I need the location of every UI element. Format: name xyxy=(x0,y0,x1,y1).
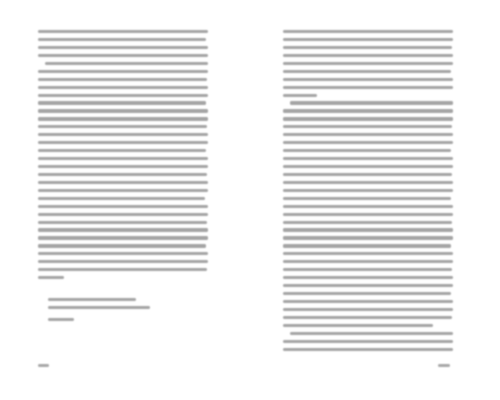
text-line xyxy=(283,228,453,231)
signature-line xyxy=(48,318,74,321)
text-line xyxy=(283,173,452,176)
text-line xyxy=(283,221,452,224)
text-line xyxy=(38,236,208,239)
text-line xyxy=(38,30,208,33)
text-line xyxy=(283,213,453,216)
text-line xyxy=(38,189,208,192)
text-line xyxy=(283,300,453,303)
text-line xyxy=(38,181,208,184)
text-line xyxy=(283,181,453,184)
right-page xyxy=(283,30,453,375)
text-line xyxy=(38,205,208,208)
text-line xyxy=(283,236,453,239)
text-line xyxy=(38,157,208,160)
text-line xyxy=(283,109,453,112)
text-line xyxy=(38,78,207,81)
text-line xyxy=(283,348,453,351)
text-line xyxy=(283,340,453,343)
closing-line xyxy=(48,298,136,301)
text-line xyxy=(38,260,208,263)
text-line xyxy=(38,86,208,89)
text-line xyxy=(38,141,208,144)
text-line xyxy=(283,86,453,89)
text-line xyxy=(38,117,208,120)
text-line xyxy=(38,244,206,247)
text-line xyxy=(283,94,317,97)
text-line xyxy=(38,133,208,136)
text-line xyxy=(283,157,453,160)
closing-block xyxy=(48,298,158,326)
text-line xyxy=(283,284,453,287)
text-line xyxy=(283,165,453,168)
text-line xyxy=(283,38,453,41)
text-line xyxy=(283,308,453,311)
text-line xyxy=(38,46,208,49)
page-number-right xyxy=(438,364,450,367)
text-line xyxy=(38,213,208,216)
text-line xyxy=(283,268,452,271)
right-page-body-text xyxy=(283,30,453,355)
text-line xyxy=(283,252,453,255)
text-line xyxy=(38,149,206,152)
text-line xyxy=(283,197,451,200)
text-line xyxy=(283,189,453,192)
left-page xyxy=(38,30,208,375)
text-line xyxy=(38,101,206,104)
text-line xyxy=(38,38,206,41)
text-line xyxy=(38,228,208,231)
text-line xyxy=(283,260,453,263)
text-line xyxy=(283,70,451,73)
text-line xyxy=(283,30,453,33)
text-line xyxy=(290,101,453,104)
left-page-body-text xyxy=(38,30,208,284)
text-line xyxy=(283,141,453,144)
closing-line xyxy=(48,306,150,309)
text-line xyxy=(38,165,208,168)
text-line xyxy=(38,268,207,271)
text-line xyxy=(38,276,64,279)
text-line xyxy=(283,205,453,208)
text-line xyxy=(283,78,453,81)
text-line xyxy=(38,54,208,57)
text-line xyxy=(283,125,452,128)
text-line xyxy=(283,292,451,295)
text-line xyxy=(38,125,207,128)
text-line xyxy=(45,62,208,65)
text-line xyxy=(38,252,208,255)
text-line xyxy=(283,133,453,136)
text-line xyxy=(38,70,208,73)
text-line xyxy=(38,173,207,176)
page-number-left xyxy=(38,364,49,367)
book-gutter xyxy=(249,0,251,400)
text-line xyxy=(283,62,453,65)
text-line xyxy=(283,316,452,319)
text-line xyxy=(283,276,453,279)
text-line xyxy=(38,94,208,97)
text-line xyxy=(38,109,208,112)
text-line xyxy=(38,197,205,200)
text-line xyxy=(283,117,453,120)
text-line xyxy=(283,324,433,327)
text-line xyxy=(283,149,451,152)
text-line xyxy=(283,54,453,57)
text-line xyxy=(290,332,453,335)
text-line xyxy=(283,244,451,247)
text-line xyxy=(283,46,452,49)
text-line xyxy=(38,221,207,224)
